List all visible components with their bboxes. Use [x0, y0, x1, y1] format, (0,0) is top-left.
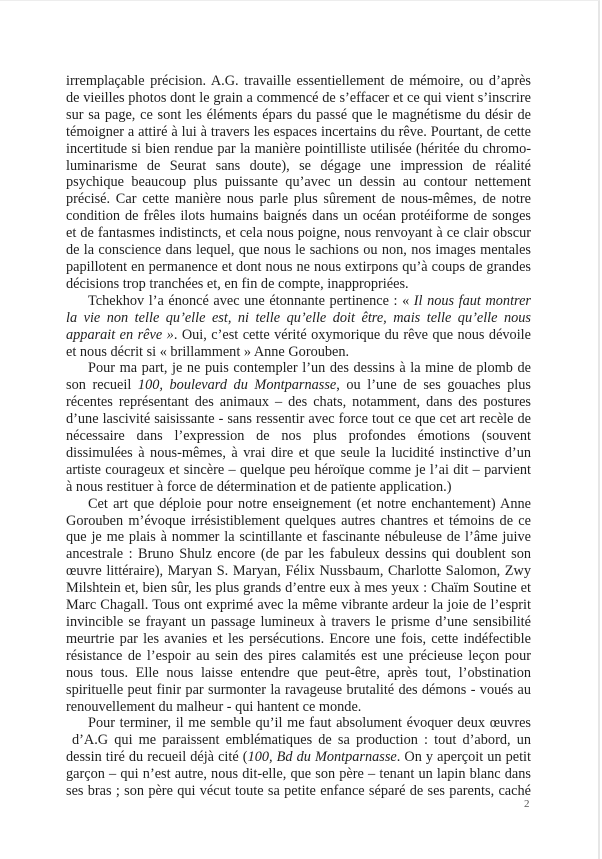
quote-italic: apparait en rêve » [66, 326, 174, 343]
text-line: de la conscience dans lequel, que nous le sachions ou non, nos images mentales [66, 242, 531, 259]
text-run: son recueil [66, 377, 138, 394]
text-line: incertitude si bien rendue par la manière pointilliste utilisée (héritée du chromo- [66, 140, 531, 157]
text-line: ses bras ; son père qui vécut toute sa petite enfance séparé de ses parents, caché [66, 783, 531, 800]
text-line: témoigner a attiré à lui à travers les espaces incertains du rêve. Pourtant, de cette [66, 123, 531, 140]
text-line: d’une lascivité saisissante - sans ressentir avec force tout ce que cet art recèle de [66, 411, 531, 428]
text-line: œuvre littéraire), Maryan S. Maryan, Félix Nussbaum, Charlotte Salomon, Zwy [66, 563, 531, 580]
text-line: Pour ma part, je ne puis contempler l’un des dessins à la mine de plomb de [88, 360, 531, 377]
text-line [66, 749, 531, 766]
text-line: décisions trop tranchées et, en fin de compte, inappropriées. [66, 275, 409, 292]
page-number: 2 [524, 798, 530, 810]
text-line: artiste courageux et sincère – quelque peu héroïque comme je l’ai dit – parvient [66, 461, 531, 478]
text-run: Tchekhov l’a énoncé avec une étonnante pertinence : « [88, 292, 414, 309]
body-text [66, 73, 531, 800]
text-line: meurtrie par les avanies et les persécutions. Encore une fois, cette indéfectible [66, 630, 531, 647]
text-line: condition de frêles ilots humains baignés dans un océan protéiforme de songes [66, 208, 531, 225]
text-line: à nous restituer à force de détermination et de patiente application.) [66, 478, 452, 495]
text-line: précisé. Car cette manière nous parle plus sûrement de nous-mêmes, de notre [66, 191, 531, 208]
text-line: ancestrale : Bruno Shulz encore (de par les fabuleux dessins qui doublent son [66, 546, 531, 563]
text-line: luminarisme de Seurat sans doute), se dégage une impression de réalité [66, 157, 531, 174]
text-line: sur sa page, ce sont les éléments épars du passé que le magnétisme du désir de [66, 106, 531, 123]
text-line [66, 377, 531, 394]
text-run: dessin tiré du recueil déjà cité ( [66, 749, 248, 766]
text-line: Marc Chagall. Tous ont exprimé avec la même vibrante ardeur la joie de l’esprit [66, 597, 531, 614]
text-line [66, 293, 531, 310]
text-line: résistance de l’espoir au sein des pires calamités est une précieuse leçon pour [66, 647, 531, 664]
text-line: et de fantasmes indistincts, et cela nous poigne, nous renvoyant à ce clair obscur [66, 225, 531, 242]
book-title-italic: 100, Bd du Montparnasse [247, 749, 397, 766]
text-run: . On y aperçoit un petit [396, 749, 531, 766]
book-title-italic: 100, boulevard du Montparnasse [137, 377, 337, 394]
text-line: que je me plais à nommer la scintillante et fascinante nébuleuse de l’âme juive [66, 529, 531, 546]
text-line: de vieilles photos dont le grain a commencé de s’effacer et ce qui vient s’inscrire [66, 89, 531, 106]
text-run: . Oui, c’est cette vérité oxymorique du rêve que nous dévoile [173, 326, 532, 343]
text-run: , ou l’une de ses gouaches plus [336, 377, 531, 394]
text-line: Gorouben m’évoque irrésistiblement quelques autres chantres et témoins de ce [66, 512, 531, 529]
text-line: garçon – qui n’est autre, nous dit-elle, que son père – tenant un lapin blanc dans [66, 766, 531, 783]
text-line: Milshtein et, bien sûr, les plus grands d’entre eux à mes yeux : Chaïm Soutine et [66, 580, 531, 597]
text-line: spirituelle peut finir par surmonter la ravageuse brutalité des démons - voués au [66, 681, 531, 698]
text-line: nous tous. Elle nous laisse entendre que peut-être, après tout, l’obstination [66, 664, 531, 681]
text-line: renouvellement du malheur - qui hantent ce monde. [66, 698, 362, 715]
text-line [66, 310, 531, 327]
text-line: et nous décrit si « brillamment » Anne Gorouben. [66, 343, 350, 360]
text-line: irremplaçable précision. A.G. travaille essentiellement de mémoire, ou d’après [66, 73, 531, 89]
text-line: nécessaire dans l’expression de nos plus profondes émotions (souvent [66, 428, 531, 445]
text-line: invincible se frayant un passage lumineux à travers le prisme d’une sensibilité [66, 614, 531, 630]
quote-italic: la vie non telle qu’elle est, ni telle qu’elle doit être, mais telle qu’elle nous [66, 309, 531, 326]
text-line: d’A.G qui me paraissent emblématiques de sa production : tout d’abord, un [72, 732, 531, 749]
text-line: Pour terminer, il me semble qu’il me faut absolument évoquer deux œuvres [88, 715, 531, 732]
text-line: Cet art que déploie pour notre enseignement (et notre enchantement) Anne [88, 495, 531, 512]
text-line: papillotent en permanence et dont nous ne nous extirpons qu’à coups de grandes [66, 258, 531, 275]
text-line [66, 327, 531, 344]
text-line: dissimulées à nous-mêmes, à vrai dire et que seule la lucidité instinctive d’un [66, 444, 531, 461]
text-line: récentes représentant des animaux – des chats, notamment, dans des postures [66, 394, 531, 411]
quote-italic: Il nous faut montrer [413, 292, 531, 309]
text-line: psychique beaucoup plus puissante qu’avec un dessin au contour nettement [66, 174, 531, 191]
